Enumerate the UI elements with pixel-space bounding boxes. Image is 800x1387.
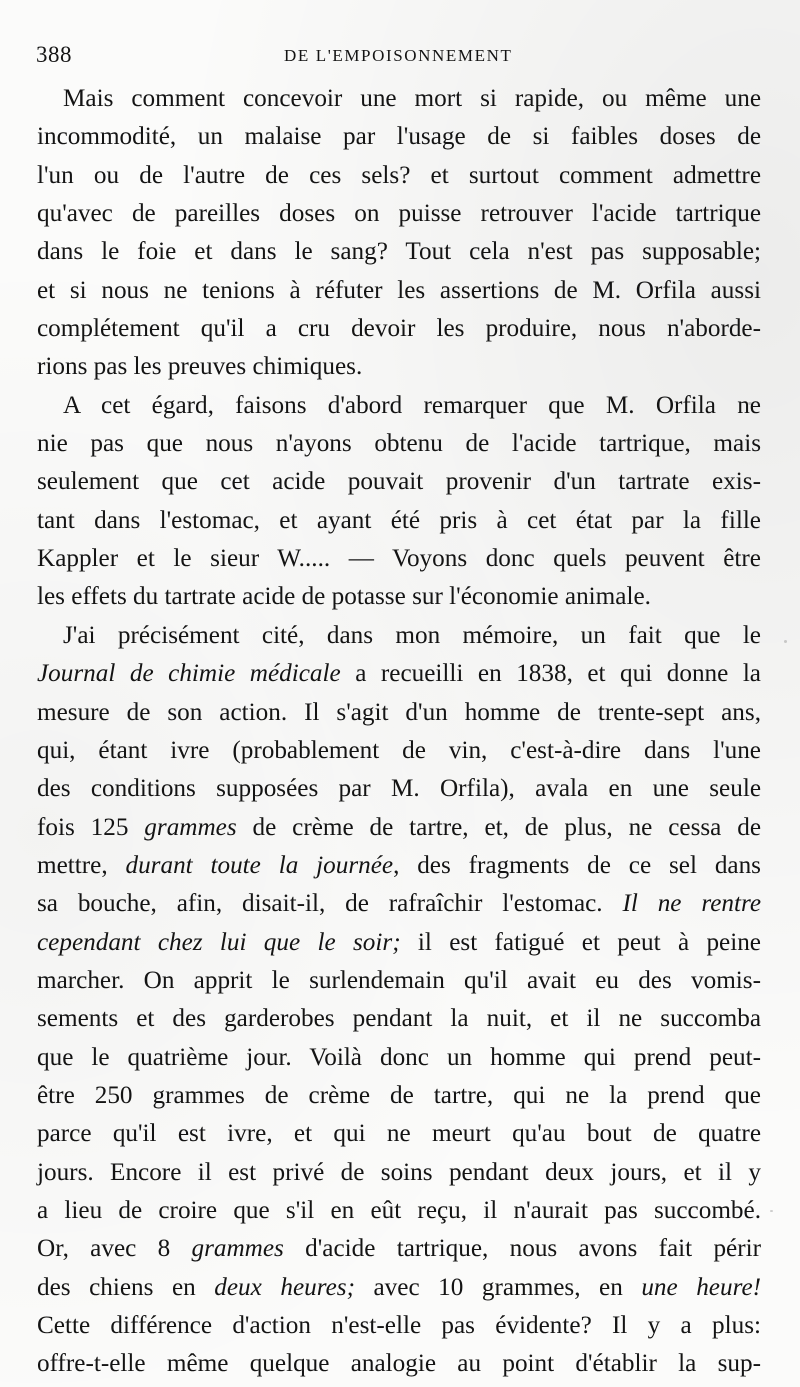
text-line: [37, 885, 761, 923]
text-line: [37, 962, 761, 1000]
text-segment: que le quatrième jour. Voilà donc un homme qui prend peut-: [37, 1043, 761, 1071]
text-line: [37, 1269, 761, 1307]
text-line: [37, 732, 761, 770]
text-line: [37, 540, 761, 578]
text-segment: tant dans l'estomac, et ayant été pris à cet état par la fille: [37, 506, 761, 534]
text-segment: a recueilli en 1838, et qui donne la: [340, 660, 761, 688]
text-segment: A cet égard, faisons d'abord remarquer que M. Orfila ne: [63, 391, 761, 419]
text-line: [37, 1307, 761, 1345]
text-line: [37, 1154, 761, 1192]
text-line: [37, 157, 761, 195]
text-segment: sements et des garderobes pendant la nuit, et il ne succomba: [37, 1005, 761, 1033]
text-segment: Kappler et le sieur W..... — Voyons donc quels peuvent être: [37, 545, 761, 573]
text-line: [37, 310, 761, 348]
page-number: 388: [36, 42, 72, 67]
paper-speck: [770, 1210, 773, 1212]
text-line: [37, 924, 761, 962]
text-line: [37, 1192, 761, 1230]
text-line: [37, 272, 761, 310]
text-line: [37, 1345, 761, 1383]
italic-text: grammes: [144, 813, 237, 841]
text-line: [37, 1115, 761, 1153]
text-line: [37, 348, 761, 386]
text-segment: être 250 grammes de crème de tartre, qui ne la prend que: [37, 1081, 761, 1109]
text-segment: dans le foie et dans le sang? Tout cela n'est pas supposable;: [37, 238, 761, 266]
text-line: [37, 1000, 761, 1038]
text-segment: complétement qu'il a cru devoir les produire, nous n'aborde-: [37, 315, 761, 343]
paper-speck: [748, 402, 752, 405]
text-segment: marcher. On apprit le surlendemain qu'il avait eu des vomis-: [37, 966, 761, 994]
running-head: [36, 40, 766, 70]
text-segment: il est fatigué et peut à peine: [400, 928, 761, 956]
text-line: [37, 770, 761, 808]
italic-text: grammes: [191, 1235, 284, 1263]
text-segment: parce qu'il est ivre, et qui ne meurt qu'au bout de quatre: [37, 1120, 761, 1148]
italic-text: deux heures;: [214, 1273, 355, 1301]
text-segment: avec 10 grammes, en: [354, 1273, 642, 1301]
text-segment: J'ai précisément cité, dans mon mémoire, un fait que le: [63, 621, 761, 649]
text-segment: mettre,: [37, 851, 126, 879]
text-segment: jours. Encore il est privé de soins pendant deux jours, et il y: [37, 1158, 761, 1186]
text-segment: Cette différence d'action n'est-elle pas évidente? Il y a plus:: [37, 1312, 761, 1339]
text-line: [37, 809, 761, 847]
text-segment: fois 125: [37, 813, 145, 841]
text-segment: , des fragments de ce sel dans: [393, 851, 761, 879]
text-segment: les effets du tartrate acide de potasse sur l'économie animale.: [37, 583, 651, 611]
running-title: DE L'EMPOISONNEMENT: [284, 46, 513, 65]
text-line: [37, 387, 761, 425]
text-segment: qu'avec de pareilles doses on puisse retrouver l'acide tartrique: [37, 200, 761, 228]
text-line: [37, 118, 761, 156]
text-line: [37, 233, 761, 271]
text-segment: incommodité, un malaise par l'usage de si faibles doses de: [37, 123, 761, 151]
text-segment: l'un ou de l'autre de ces sels? et surtout comment admettre: [37, 161, 761, 189]
italic-text: durant toute la journée: [125, 851, 394, 879]
text-segment: a lieu de croire que s'il en eût reçu, il n'aurait pas succombé.: [37, 1196, 761, 1224]
italic-text: Journal de chimie médicale: [37, 660, 341, 688]
italic-text: une heure!: [641, 1273, 762, 1301]
text-segment: offre-t-elle même quelque analogie au point d'établir la sup-: [37, 1350, 761, 1378]
text-line: [37, 502, 761, 540]
text-segment: Or, avec 8: [37, 1235, 192, 1263]
text-line: [37, 80, 761, 118]
paper-speck: [784, 640, 787, 643]
text-segment: Mais comment concevoir une mort si rapide, ou même une: [63, 85, 761, 112]
body-text: [37, 80, 761, 1384]
text-line: [37, 463, 761, 501]
text-line: [37, 195, 761, 233]
italic-text: Il ne rentre: [622, 890, 762, 918]
text-segment: de crème de tartre, et, de plus, ne cessa de: [236, 813, 761, 841]
italic-text: cependant chez lui que le soir;: [37, 928, 401, 956]
text-line: [37, 617, 761, 655]
text-line: [37, 578, 761, 616]
text-segment: des chiens en: [37, 1273, 215, 1301]
text-line: [37, 847, 761, 885]
text-line: [37, 655, 761, 693]
text-segment: et si nous ne tenions à réfuter les assertions de M. Orfila aussi: [37, 276, 761, 304]
text-segment: nie pas que nous n'ayons obtenu de l'acide tartrique, mais: [37, 430, 761, 458]
text-segment: qui, étant ivre (probablement de vin, c'est-à-dire dans l'une: [37, 736, 761, 764]
text-line: [37, 1077, 761, 1115]
text-line: [37, 694, 761, 732]
text-segment: rions pas les preuves chimiques.: [37, 353, 363, 381]
text-segment: d'acide tartrique, nous avons fait périr: [283, 1235, 761, 1263]
text-line: [37, 425, 761, 463]
text-line: [37, 1039, 761, 1077]
text-segment: seulement que cet acide pouvait provenir d'un tartrate exis-: [37, 468, 761, 496]
text-segment: des conditions supposées par M. Orfila), avala en une seule: [37, 775, 761, 803]
text-line: [37, 1230, 761, 1268]
text-segment: sa bouche, afin, disait-il, de rafraîchir l'estomac.: [37, 890, 623, 918]
text-segment: mesure de son action. Il s'agit d'un homme de trente-sept ans,: [37, 698, 761, 726]
